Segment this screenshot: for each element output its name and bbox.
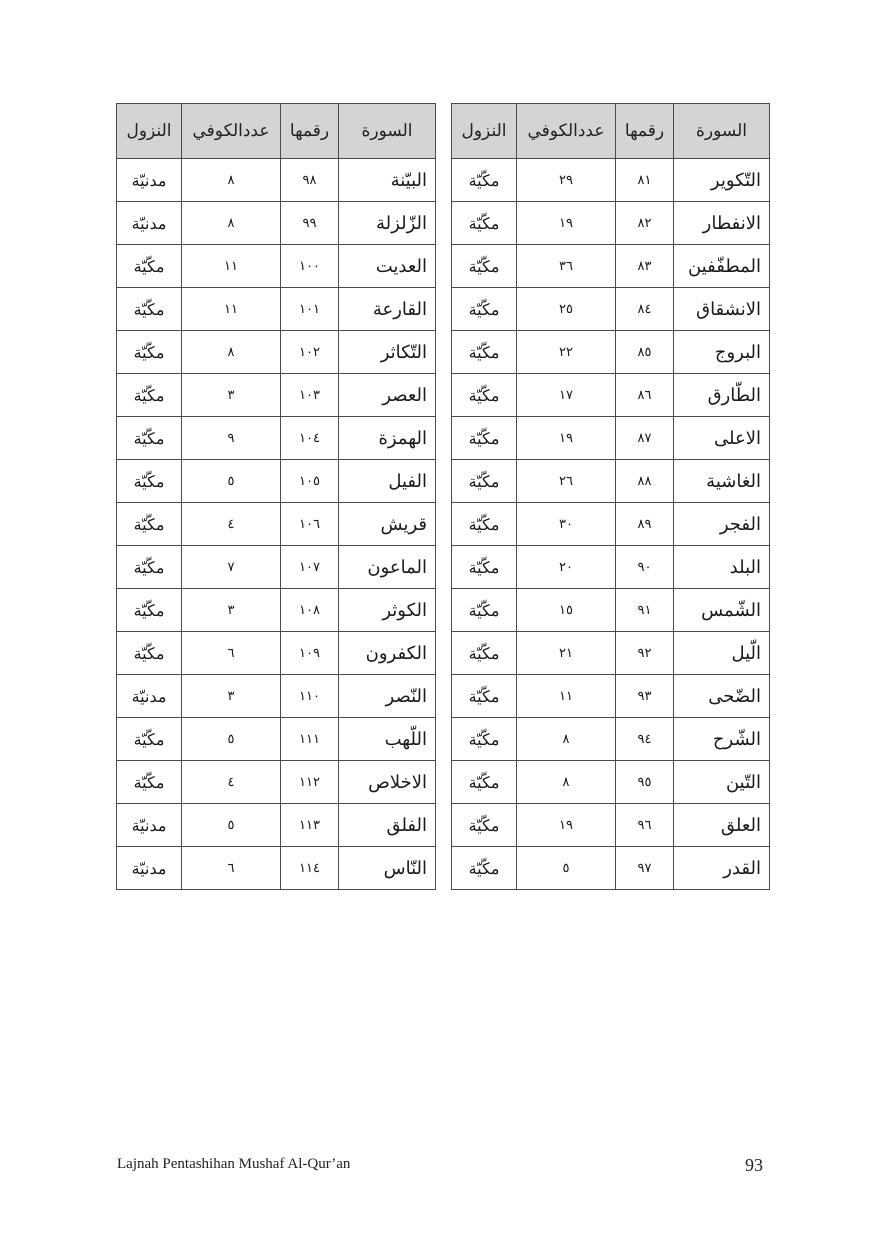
header-kufi-count: عددالكوفي xyxy=(182,104,281,159)
surah-name-cell: الفلق xyxy=(339,804,436,847)
table-row xyxy=(452,804,770,847)
revelation-type-cell: مكّيّة xyxy=(452,331,517,374)
table-row xyxy=(452,632,770,675)
kufi-count-cell: ١٩ xyxy=(517,804,616,847)
surah-number-cell: ١١٤ xyxy=(281,847,339,890)
surah-number-cell: ١٠٠ xyxy=(281,245,339,288)
table-row xyxy=(117,374,436,417)
kufi-count-cell: ٢٢ xyxy=(517,331,616,374)
revelation-type-cell: مدنيّة xyxy=(117,847,182,890)
revelation-type-cell: مدنيّة xyxy=(117,675,182,718)
surah-name-cell: الاعلى xyxy=(674,417,770,460)
revelation-type-cell: مكّيّة xyxy=(452,847,517,890)
surah-name-cell: العلق xyxy=(674,804,770,847)
kufi-count-cell: ٧ xyxy=(182,546,281,589)
table-row xyxy=(452,245,770,288)
surah-name-cell: البلد xyxy=(674,546,770,589)
table-row xyxy=(117,288,436,331)
kufi-count-cell: ٨ xyxy=(517,718,616,761)
kufi-count-cell: ٥ xyxy=(517,847,616,890)
revelation-type-cell: مكّيّة xyxy=(452,159,517,202)
surah-number-cell: ٨٨ xyxy=(616,460,674,503)
revelation-type-cell: مكّيّة xyxy=(117,460,182,503)
table-row xyxy=(117,202,436,245)
surah-number-cell: ١٠١ xyxy=(281,288,339,331)
surah-name-cell: الماعون xyxy=(339,546,436,589)
table-row xyxy=(452,417,770,460)
surah-number-cell: ١١٣ xyxy=(281,804,339,847)
surah-name-cell: النّصر xyxy=(339,675,436,718)
revelation-type-cell: مدنيّة xyxy=(117,804,182,847)
surah-number-cell: ١١٠ xyxy=(281,675,339,718)
surah-name-cell: البيّنة xyxy=(339,159,436,202)
surah-name-cell: الشّمس xyxy=(674,589,770,632)
surah-number-cell: ١٠٦ xyxy=(281,503,339,546)
kufi-count-cell: ٥ xyxy=(182,804,281,847)
kufi-count-cell: ٨ xyxy=(182,331,281,374)
page-number: 93 xyxy=(745,1155,763,1175)
revelation-type-cell: مكّيّة xyxy=(452,761,517,804)
table-row xyxy=(117,675,436,718)
surah-number-cell: ٨٢ xyxy=(616,202,674,245)
revelation-type-cell: مكّيّة xyxy=(117,331,182,374)
revelation-type-cell: مكّيّة xyxy=(117,503,182,546)
kufi-count-cell: ٤ xyxy=(182,761,281,804)
revelation-type-cell: مكّيّة xyxy=(117,718,182,761)
kufi-count-cell: ٣ xyxy=(182,589,281,632)
surah-number-cell: ٩١ xyxy=(616,589,674,632)
surah-name-cell: الانفطار xyxy=(674,202,770,245)
surah-name-cell: التّكاثر xyxy=(339,331,436,374)
surah-number-cell: ٨٩ xyxy=(616,503,674,546)
revelation-type-cell: مكّيّة xyxy=(117,245,182,288)
kufi-count-cell: ٢٩ xyxy=(517,159,616,202)
surah-number-cell: ٩٥ xyxy=(616,761,674,804)
table-header-row xyxy=(452,104,770,159)
revelation-type-cell: مكّيّة xyxy=(452,245,517,288)
surah-number-cell: ٩٧ xyxy=(616,847,674,890)
surah-number-cell: ١٠٨ xyxy=(281,589,339,632)
kufi-count-cell: ١٥ xyxy=(517,589,616,632)
surah-name-cell: القارعة xyxy=(339,288,436,331)
revelation-type-cell: مكّيّة xyxy=(117,589,182,632)
surah-number-cell: ٨٣ xyxy=(616,245,674,288)
header-revelation: النزول xyxy=(117,104,182,159)
table-header-row xyxy=(117,104,436,159)
surah-name-cell: البروج xyxy=(674,331,770,374)
kufi-count-cell: ٢٦ xyxy=(517,460,616,503)
revelation-type-cell: مكّيّة xyxy=(452,589,517,632)
surah-name-cell: المطفّفين xyxy=(674,245,770,288)
revelation-type-cell: مكّيّة xyxy=(452,804,517,847)
kufi-count-cell: ٨ xyxy=(517,761,616,804)
surah-name-cell: الزّلزلة xyxy=(339,202,436,245)
revelation-type-cell: مكّيّة xyxy=(452,374,517,417)
surah-name-cell: الضّحى xyxy=(674,675,770,718)
surah-number-cell: ٨٤ xyxy=(616,288,674,331)
kufi-count-cell: ١٩ xyxy=(517,202,616,245)
surah-name-cell: التّكوير xyxy=(674,159,770,202)
table-row xyxy=(117,460,436,503)
table-row xyxy=(452,546,770,589)
surah-number-cell: ١٠٤ xyxy=(281,417,339,460)
kufi-count-cell: ١١ xyxy=(182,245,281,288)
surah-number-cell: ٩٢ xyxy=(616,632,674,675)
surah-number-cell: ٨١ xyxy=(616,159,674,202)
table-row xyxy=(117,847,436,890)
surah-table-left xyxy=(116,103,436,890)
header-kufi-count: عددالكوفي xyxy=(517,104,616,159)
surah-name-cell: الكوثر xyxy=(339,589,436,632)
surah-number-cell: ١٠٩ xyxy=(281,632,339,675)
revelation-type-cell: مكّيّة xyxy=(452,675,517,718)
table-row xyxy=(117,718,436,761)
revelation-type-cell: مكّيّة xyxy=(452,632,517,675)
revelation-type-cell: مدنيّة xyxy=(117,159,182,202)
surah-name-cell: الغاشية xyxy=(674,460,770,503)
surah-number-cell: ١٠٥ xyxy=(281,460,339,503)
table-row xyxy=(117,417,436,460)
surah-name-cell: اللّهب xyxy=(339,718,436,761)
surah-name-cell: قريش xyxy=(339,503,436,546)
surah-name-cell: الانشقاق xyxy=(674,288,770,331)
surah-name-cell: النّاس xyxy=(339,847,436,890)
header-number: رقمها xyxy=(281,104,339,159)
table-row xyxy=(117,331,436,374)
table-row xyxy=(452,331,770,374)
table-row xyxy=(452,718,770,761)
surah-number-cell: ١١١ xyxy=(281,718,339,761)
table-row xyxy=(117,546,436,589)
revelation-type-cell: مكّيّة xyxy=(452,417,517,460)
surah-name-cell: الهمزة xyxy=(339,417,436,460)
kufi-count-cell: ٦ xyxy=(182,632,281,675)
table-row xyxy=(452,288,770,331)
surah-number-cell: ٨٦ xyxy=(616,374,674,417)
header-surah: السورة xyxy=(339,104,436,159)
surah-number-cell: ٩٣ xyxy=(616,675,674,718)
surah-name-cell: الكفرون xyxy=(339,632,436,675)
table-row xyxy=(117,503,436,546)
revelation-type-cell: مكّيّة xyxy=(452,546,517,589)
surah-number-cell: ٩٤ xyxy=(616,718,674,761)
table-row xyxy=(452,202,770,245)
kufi-count-cell: ١١ xyxy=(517,675,616,718)
table-row xyxy=(452,761,770,804)
surah-name-cell: الشّرح xyxy=(674,718,770,761)
kufi-count-cell: ٨ xyxy=(182,159,281,202)
table-body-right xyxy=(452,159,770,890)
surah-number-cell: ١٠٢ xyxy=(281,331,339,374)
table-row xyxy=(452,374,770,417)
kufi-count-cell: ٦ xyxy=(182,847,281,890)
table-row xyxy=(117,589,436,632)
table-row xyxy=(452,159,770,202)
header-surah: السورة xyxy=(674,104,770,159)
revelation-type-cell: مكّيّة xyxy=(117,761,182,804)
table-row xyxy=(117,632,436,675)
revelation-type-cell: مكّيّة xyxy=(452,202,517,245)
table-row xyxy=(452,675,770,718)
kufi-count-cell: ٣ xyxy=(182,675,281,718)
surah-name-cell: الطّارق xyxy=(674,374,770,417)
surah-number-cell: ١٠٧ xyxy=(281,546,339,589)
revelation-type-cell: مكّيّة xyxy=(117,417,182,460)
surah-number-cell: ٨٥ xyxy=(616,331,674,374)
kufi-count-cell: ١١ xyxy=(182,288,281,331)
kufi-count-cell: ٩ xyxy=(182,417,281,460)
kufi-count-cell: ٣٠ xyxy=(517,503,616,546)
kufi-count-cell: ٤ xyxy=(182,503,281,546)
surah-name-cell: العصر xyxy=(339,374,436,417)
surah-number-cell: ٩٩ xyxy=(281,202,339,245)
revelation-type-cell: مكّيّة xyxy=(117,632,182,675)
table-row xyxy=(117,159,436,202)
surah-name-cell: الّيل xyxy=(674,632,770,675)
table-row xyxy=(452,460,770,503)
kufi-count-cell: ٣ xyxy=(182,374,281,417)
kufi-count-cell: ٥ xyxy=(182,718,281,761)
revelation-type-cell: مكّيّة xyxy=(117,546,182,589)
surah-name-cell: التّين xyxy=(674,761,770,804)
surah-name-cell: الفيل xyxy=(339,460,436,503)
surah-name-cell: الفجر xyxy=(674,503,770,546)
surah-number-cell: ١١٢ xyxy=(281,761,339,804)
footer-publisher-title: Lajnah Pentashihan Mushaf Al-Qur’an xyxy=(117,1156,351,1172)
table-row xyxy=(452,503,770,546)
table-row xyxy=(452,847,770,890)
surah-name-cell: العديت xyxy=(339,245,436,288)
header-revelation: النزول xyxy=(452,104,517,159)
revelation-type-cell: مكّيّة xyxy=(452,718,517,761)
revelation-type-cell: مدنيّة xyxy=(117,202,182,245)
table-row xyxy=(117,245,436,288)
surah-number-cell: ٩٨ xyxy=(281,159,339,202)
surah-name-cell: القدر xyxy=(674,847,770,890)
surah-table-right xyxy=(451,103,770,890)
table-row xyxy=(452,589,770,632)
table-body-left xyxy=(117,159,436,890)
surah-name-cell: الاخلاص xyxy=(339,761,436,804)
table-row xyxy=(117,804,436,847)
surah-number-cell: ٩٦ xyxy=(616,804,674,847)
revelation-type-cell: مكّيّة xyxy=(117,374,182,417)
surah-number-cell: ١٠٣ xyxy=(281,374,339,417)
revelation-type-cell: مكّيّة xyxy=(452,503,517,546)
revelation-type-cell: مكّيّة xyxy=(452,460,517,503)
revelation-type-cell: مكّيّة xyxy=(117,288,182,331)
table-row xyxy=(117,761,436,804)
kufi-count-cell: ٢٥ xyxy=(517,288,616,331)
kufi-count-cell: ٥ xyxy=(182,460,281,503)
revelation-type-cell: مكّيّة xyxy=(452,288,517,331)
kufi-count-cell: ٢٠ xyxy=(517,546,616,589)
kufi-count-cell: ٣٦ xyxy=(517,245,616,288)
kufi-count-cell: ١٩ xyxy=(517,417,616,460)
surah-number-cell: ٩٠ xyxy=(616,546,674,589)
kufi-count-cell: ٢١ xyxy=(517,632,616,675)
kufi-count-cell: ٨ xyxy=(182,202,281,245)
kufi-count-cell: ١٧ xyxy=(517,374,616,417)
surah-number-cell: ٨٧ xyxy=(616,417,674,460)
header-number: رقمها xyxy=(616,104,674,159)
